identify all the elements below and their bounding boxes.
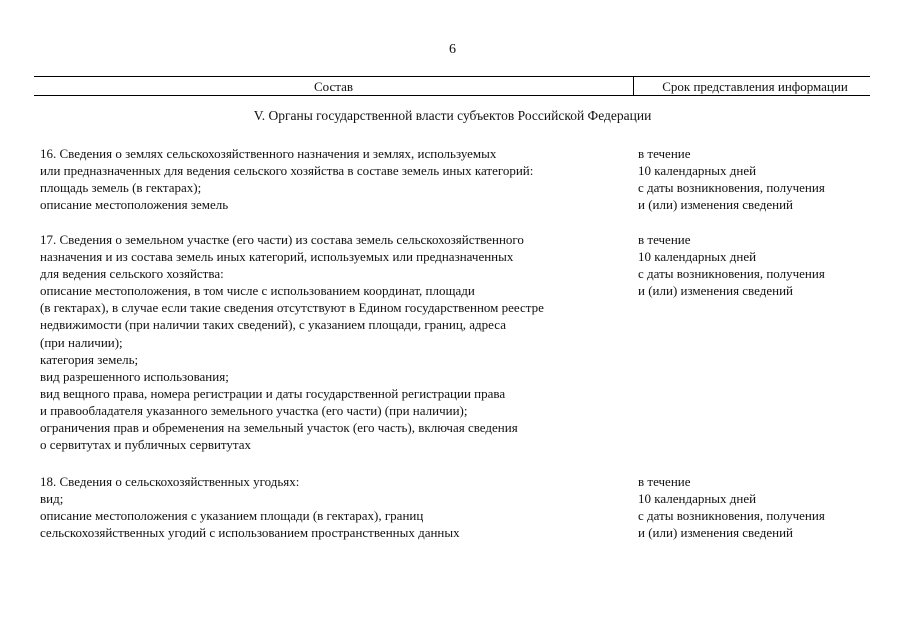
term-line: и (или) изменения сведений [638,197,793,213]
entry-line: и правообладателя указанного земельного участка (его части) (при наличии); [40,402,468,418]
term-line: с даты возникновения, получения [638,180,825,196]
entry-term [638,473,868,541]
header-composition: Состав [313,79,353,94]
entry-line: ограничения прав и обременения на земельный участок (его часть), включая сведения [40,420,518,436]
entry-line: назначения и из состава земель иных категорий, используемых или предназначенных [40,249,514,265]
entry-line: описание местоположения, в том числе с использованием координат, площади [40,283,475,299]
entry-line: описание местоположения с указанием площади (в гектарах), границ [40,508,424,524]
entry-line: 18. Сведения о сельскохозяйственных угодьях: [40,474,300,489]
section-title: V. Органы государственной власти субъектов Российской Федерации [253,108,652,123]
entry-term [638,231,868,299]
term-line: в течение [638,232,691,247]
entry-line: площадь земель (в гектарах); [40,180,202,196]
term-line: 10 календарных дней [638,249,757,265]
entry-text [40,231,630,453]
entry-line: (в гектарах), в случае если такие сведения отсутствуют в Едином государственном реестре [40,300,544,316]
entry-text [40,473,630,541]
entry-line: (при наличии); [40,334,123,350]
term-line: и (или) изменения сведений [638,283,793,299]
header-deadline: Срок представления информации [662,79,848,94]
entry-line: 16. Сведения о землях сельскохозяйственного назначения и землях, используемых [40,146,497,161]
entry-line: вид вещного права, номера регистрации и даты государственной регистрации права [40,385,506,401]
entry-line: для ведения сельского хозяйства: [40,266,224,282]
term-line: и (или) изменения сведений [638,525,793,541]
term-line: с даты возникновения, получения [638,266,825,282]
term-line: в течение [638,146,691,161]
entry-line: описание местоположения земель [40,197,229,213]
entry-line: или предназначенных для ведения сельского хозяйства в составе земель иных категорий: [40,163,534,179]
entry-line: вид; [40,491,64,507]
term-line: 10 календарных дней [638,163,757,179]
entry-line: о сервитутах и публичных сервитутах [40,437,252,453]
entry-text [40,145,630,213]
entry-line: 17. Сведения о земельном участке (его части) из состава земель сельскохозяйственного [40,232,524,247]
header-divider [633,77,634,95]
term-line: 10 календарных дней [638,491,757,507]
term-line: с даты возникновения, получения [638,508,825,524]
term-line: в течение [638,474,691,489]
entry-line: вид разрешенного использования; [40,368,229,384]
entry-line: сельскохозяйственных угодий с использованием пространственных данных [40,525,460,541]
entry-line: недвижимости (при наличии таких сведений), с указанием площади, границ, адреса [40,317,506,333]
entry-term [638,145,868,213]
entry-line: категория земель; [40,351,139,367]
table-header [34,76,870,96]
page-number: 6 [449,42,456,57]
